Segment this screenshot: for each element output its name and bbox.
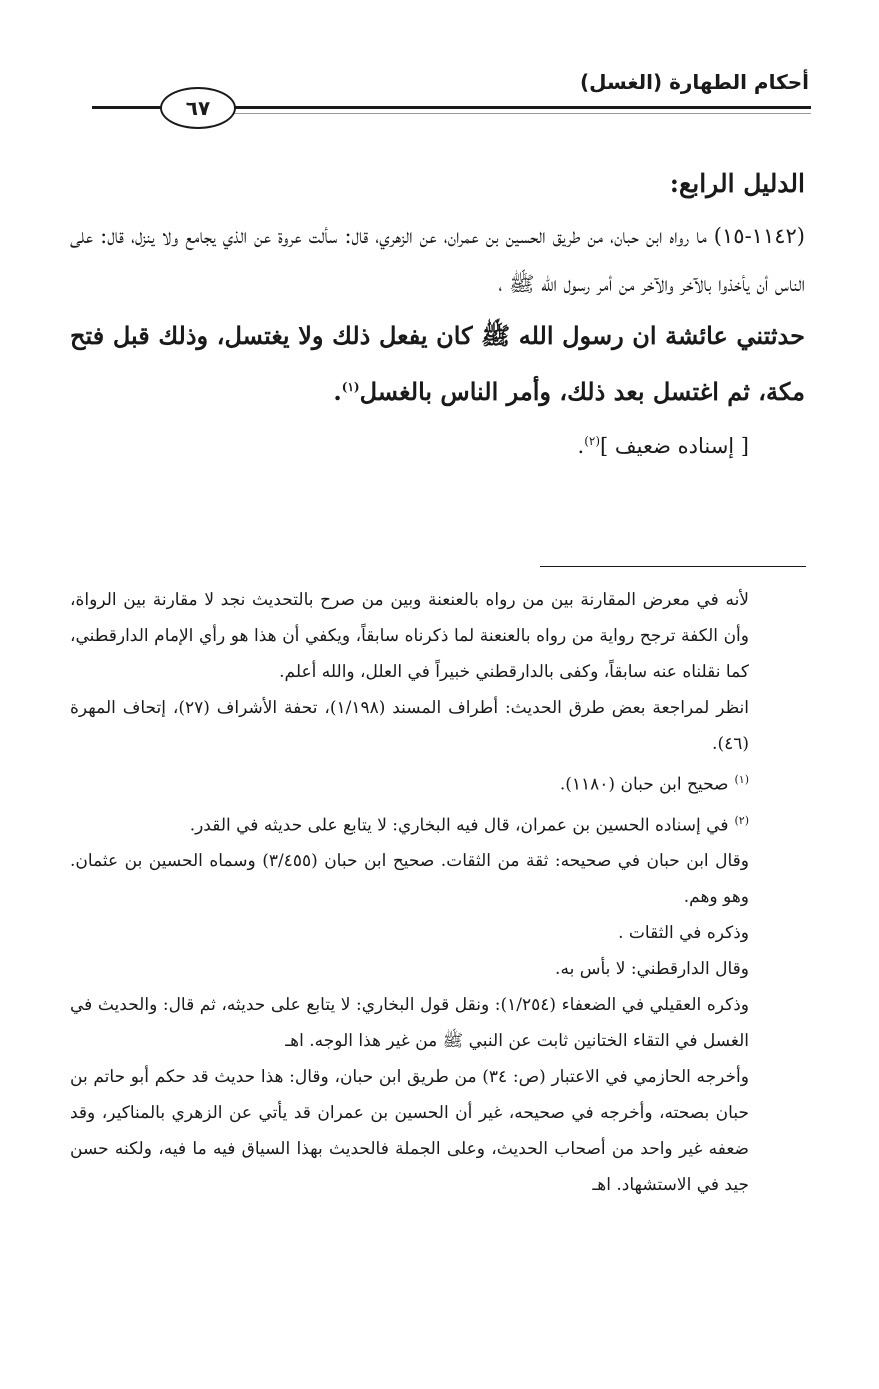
- footnote-2-text: في إسناده الحسين بن عمران، قال فيه البخاري: لا يتابع على حديثه في القدر.: [189, 815, 729, 836]
- header-rule-thin: [232, 113, 811, 114]
- footnote-2-para-b: وقال ابن حبان في صحيحه: ثقة من الثقات. صحيح ابن حبان (٣/٤٥٥) وسماه الحسين بن عثمان. وهو وهم.: [70, 851, 749, 908]
- section-title: الدليل الرابع:: [669, 169, 805, 198]
- footnote-1: [70, 762, 805, 803]
- footnote-2-para-f: وأخرجه الحازمي في الاعتبار (ص: ٣٤) من طريق ابن حبان، وقال: هذا حديث قد حكم أبو حاتم بن حبان بصحته، وأخرجه في صحيحه، غير أن الحسين بن عمران قد يأتي عن الزهري بالمناكير، وقد ضعفه غير واحد من أصحاب الحديث، وعلى الجملة فالحديث بهذا السياق فيه ما فيه، ولكنه حسن جيد في الاستشهاد. اهـ: [70, 1067, 749, 1196]
- isnad-grade: [70, 422, 749, 470]
- footnotes: [70, 582, 805, 1203]
- footnote-1-text: صحيح ابن حبان (١١٨٠).: [559, 774, 729, 795]
- grade-text: [ إسناده ضعيف ]: [600, 434, 749, 458]
- hadith-body: حدثتني عائشة ان رسول الله ﷺ كان يفعل ذلك ولا يغتسل، وذلك قبل فتح مكة، ثم اغتسل بعد ذلك، وأمر الناس بالغسل: [70, 321, 805, 406]
- page-number: ٦٧: [185, 96, 211, 120]
- footnote-2-para-c: وذكره في الثقات .: [618, 923, 749, 944]
- footnote-1-mark: (١): [734, 773, 749, 786]
- footnote-separator: [540, 566, 806, 567]
- grade-end: .: [577, 434, 585, 458]
- footnote-ref-1: (١): [341, 380, 360, 394]
- running-title: أحكام الطهارة (الغسل): [579, 70, 809, 94]
- footnote-2: [70, 803, 805, 844]
- footnote-2-mark: (٢): [734, 813, 749, 827]
- hadith-end: .: [333, 377, 342, 406]
- footnote-2-para-e: وذكره العقيلي في الضعفاء (١/٢٥٤): ونقل قول البخاري: لا يتابع على حديثه، ثم قال: والحديث في الغسل في التقاء الختانين ثابت عن النبي ﷺ من غير هذا الوجه. اهـ: [70, 995, 750, 1052]
- narration-paragraph: (١١٤٢-١٥) ما رواه ابن حبان، من طريق الحسين بن عمران، عن الزهري، قال: سألت عروة عن الذي يجامع ولا ينزل، قال: على الناس أن يأخذوا بالآخر والآخر من أمر رسول الله ﷺ ،: [70, 224, 805, 296]
- page-number-frame: [160, 87, 236, 129]
- hadith-text: [70, 308, 805, 420]
- footnote-continuation-2: انظر لمراجعة بعض طرق الحديث: أطراف المسند (١/١٩٨)، تحفة الأشراف (٢٧)، إتحاف المهرة (٤٦).: [70, 698, 750, 754]
- footnote-2-para-d: وقال الدارقطني: لا بأس به.: [555, 959, 749, 980]
- footnote-continuation-1: لأنه في معرض المقارنة بين من رواه بالعنعنة وبين من صرح بالتحديث نجد لا مقارنة بين الرواة، وأن الكفة ترجح رواية من رواه بالعنعنة لما ذكرناه سابقاً، ويكفي أن هذا هو رأي الإمام الدارقطني، كما نقلناه عنه سابقاً، وكفى بالدارقطني خبيراً في العلل، والله أعلم.: [70, 590, 749, 682]
- footnote-ref-2: (٢): [584, 434, 601, 448]
- main-text: [70, 156, 805, 470]
